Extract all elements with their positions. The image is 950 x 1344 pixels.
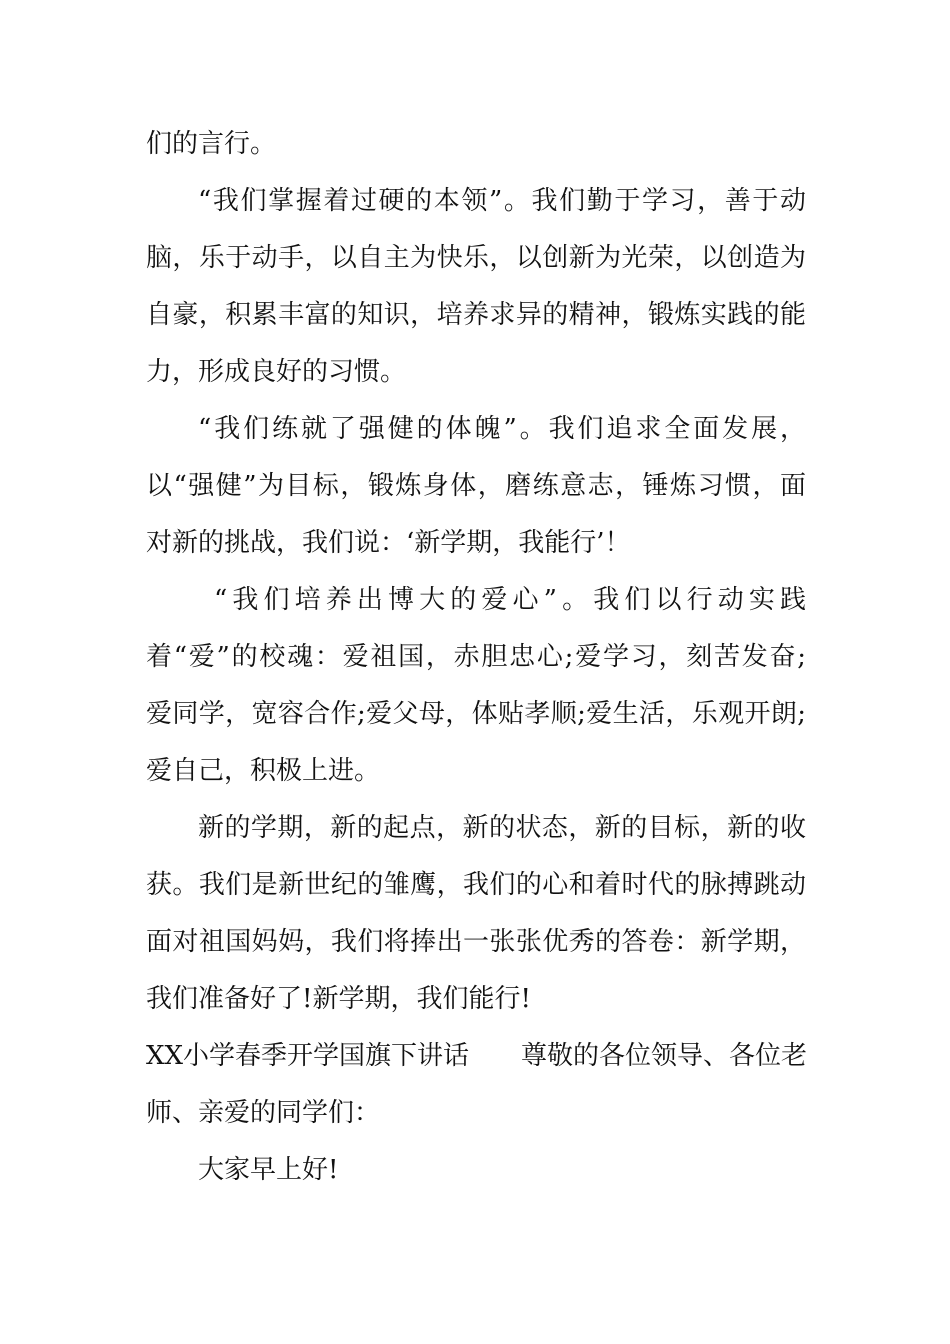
text-line: 力，形成良好的习惯。 [146, 357, 407, 387]
text-line: 新的学期，新的起点，新的状态，新的目标，新的收 [198, 813, 806, 843]
text-line: XX小学春季开学国旗下讲话 尊敬的各位领导、各位老 [146, 1041, 808, 1071]
text-line: 爱自己，积极上进。 [146, 756, 381, 786]
text-line: 大家早上好! [198, 1155, 339, 1185]
text-line: 我们准备好了!新学期，我们能行! [146, 984, 531, 1014]
text-line: “我们掌握着过硬的本领”。我们勤于学习，善于动 [198, 186, 806, 216]
text-line: 脑，乐于动手，以自主为快乐，以创新为光荣，以创造为 [146, 243, 806, 273]
text-line: 对新的挑战，我们说：‘新学期，我能行’！ [146, 528, 631, 558]
text-line: 面对祖国妈妈，我们将捧出一张张优秀的答卷：新学期， [146, 927, 806, 957]
text-line: 以“强健”为目标，锻炼身体，磨练意志，锤炼习惯，面 [146, 471, 806, 501]
text-line: 获。我们是新世纪的雏鹰，我们的心和着时代的脉搏跳动 [146, 870, 806, 900]
text-line: 们的言行。 [146, 129, 277, 159]
text-line: 自豪，积累丰富的知识，培养求异的精神，锻炼实践的能 [146, 300, 806, 330]
text-line: 师、亲爱的同学们： [146, 1098, 381, 1128]
text-line: 爱同学，宽容合作;爱父母，体贴孝顺;爱生活，乐观开朗; [146, 699, 806, 729]
text-line: 着“爱”的校魂：爱祖国，赤胆忠心;爱学习，刻苦发奋; [146, 642, 806, 672]
text-line: “我们培养出博大的爱心”。我们以行动实践 [214, 585, 806, 615]
text-line: “我们练就了强健的体魄”。我们追求全面发展， [198, 414, 806, 444]
